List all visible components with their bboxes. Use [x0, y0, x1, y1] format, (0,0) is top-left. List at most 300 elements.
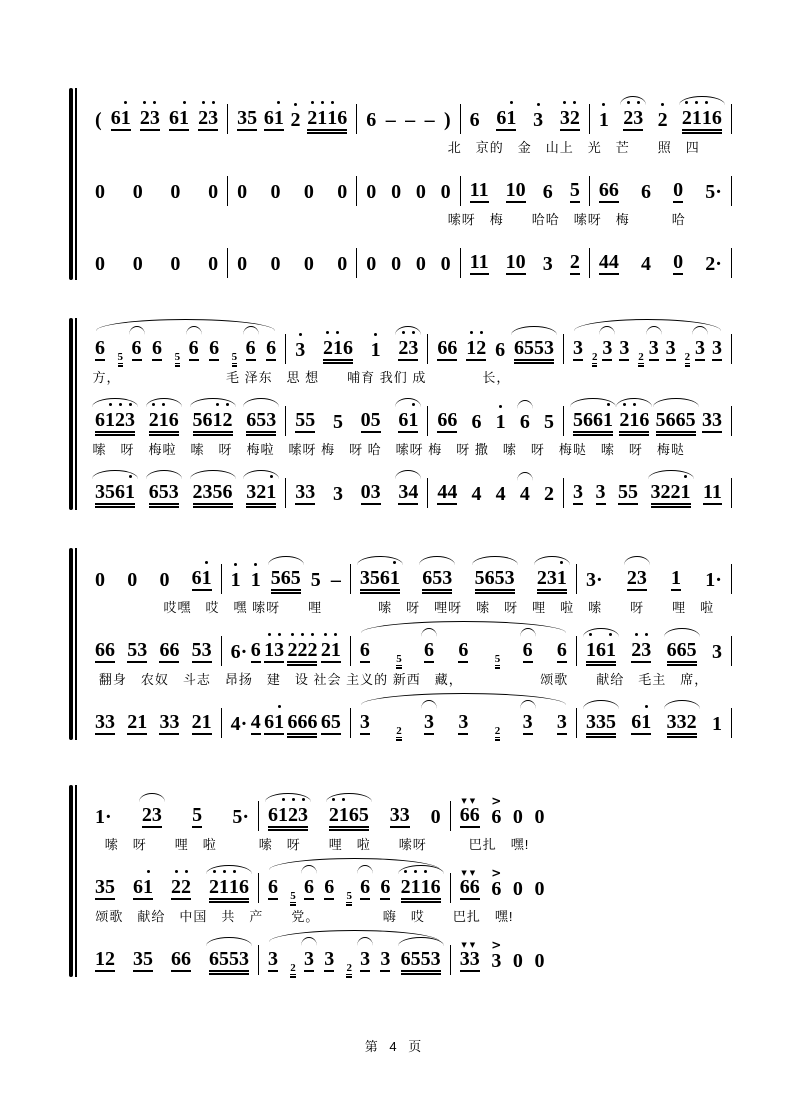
measure [461, 104, 590, 134]
measure [428, 334, 564, 364]
note-token: 4· [230, 713, 248, 735]
note-token: 0 [208, 253, 219, 275]
note-token: 3 [332, 483, 343, 505]
note-token: 6553 [513, 337, 554, 359]
measure [86, 104, 228, 134]
note-token: 0 [512, 878, 523, 900]
measure [577, 708, 732, 738]
note-token: 33 [389, 804, 410, 826]
note-token: 3 [380, 948, 391, 970]
measure [351, 636, 577, 666]
grace-note: 2 [591, 351, 598, 363]
note-token: 3 [303, 948, 314, 970]
measure [428, 478, 564, 508]
note-token: 12 [95, 948, 115, 970]
note-token: 11 [469, 251, 489, 273]
note-token: 0 [337, 181, 348, 203]
note-token: 3 [711, 337, 722, 359]
note-token: 0 [534, 806, 545, 828]
note-token: 35 [95, 876, 115, 898]
measure [461, 176, 590, 206]
note-token: 216 [619, 409, 650, 431]
measure [222, 708, 351, 738]
measure [590, 176, 732, 206]
note-token: 22 [171, 876, 191, 898]
measure [86, 801, 259, 831]
note-token: 23 [198, 107, 219, 129]
staff-line-voice3 [86, 700, 732, 738]
note-token: 2116 [681, 107, 722, 129]
note-token: 12 [466, 337, 487, 359]
measure [86, 873, 259, 903]
lyrics-line: 嗦呀 梅 哈哈 嗦呀 梅 哈 [447, 212, 686, 227]
measure [564, 406, 732, 436]
note-token: 3 [711, 641, 722, 663]
note-token: 61 [631, 711, 652, 733]
note-token: 61 [264, 711, 285, 733]
note-token: 2165 [328, 804, 369, 826]
note-token: 23 [141, 804, 162, 826]
note-token: 4 [250, 711, 261, 733]
note-token: 0 [159, 569, 170, 591]
page-number: 第 4 页 [364, 1039, 426, 1054]
note-token: 0 [170, 181, 181, 203]
note-token: 3· [585, 569, 603, 591]
note-token: 0 [415, 181, 426, 203]
note-token: 66 [159, 639, 180, 661]
note-token: 5 [192, 804, 203, 826]
note-token: 0 [512, 950, 523, 972]
lyrics-line: 哎嘿 哎 嘿 嗦呀 哩 嗦 呀 哩呀 嗦 呀 哩 啦 嗦 呀 哩 啦 [163, 600, 715, 615]
note-token: 65 [320, 711, 341, 733]
note-token: 3 [595, 481, 606, 503]
grace-note: 5 [494, 653, 501, 665]
note-token: 1· [95, 806, 112, 828]
note-token: 6 [556, 639, 567, 661]
note-token: 61 [191, 567, 212, 589]
system-4 [64, 789, 732, 975]
note-token: 1 [598, 109, 609, 131]
measure [228, 104, 357, 134]
note-token: 4 [640, 253, 651, 275]
note-token: 2356 [192, 481, 233, 503]
note-token: 4 [471, 483, 482, 505]
note-token: 0 [127, 569, 138, 591]
note-token: 1 [495, 411, 506, 433]
note-token: 332 [666, 711, 697, 733]
system-bracket-icon [64, 785, 78, 977]
staff-line-voice2 [86, 628, 732, 666]
note-token: 6 [152, 337, 163, 359]
note-token: 5 [310, 569, 321, 591]
measure [590, 104, 732, 134]
note-token: 0 [534, 950, 545, 972]
note-token: 21 [320, 639, 341, 661]
note-token: 5661 [573, 409, 614, 431]
system-2 [64, 322, 732, 508]
note-token: 6 [522, 639, 533, 661]
note-token: 5653 [474, 567, 515, 589]
note-token: 3 [360, 948, 371, 970]
note-token: 0 [95, 181, 105, 203]
measure [259, 945, 451, 975]
note-token: 33 [295, 481, 316, 503]
grace-note: 5 [174, 351, 181, 363]
note-token: 0 [430, 806, 441, 828]
lyrics-line: 颂歌 献给 中国 共 产 党。 嗨 哎 巴扎 嘿! [95, 909, 514, 924]
note-token: 4 [495, 483, 506, 505]
measure [86, 636, 222, 666]
note-token: 5· [705, 181, 722, 203]
note-token: 6 [424, 639, 435, 661]
note-token: 11 [703, 481, 722, 503]
note-token: 1 [370, 339, 381, 361]
note-token: 2 [569, 251, 580, 273]
note-token: 1· [705, 569, 722, 591]
measure [577, 564, 732, 594]
measure [86, 478, 286, 508]
note-token: > 3 [491, 950, 501, 972]
note-token: 2116 [209, 876, 249, 898]
note-token: 66 [598, 179, 619, 201]
measure [286, 478, 428, 508]
note-token: 0 [132, 253, 143, 275]
note-token: 2 [290, 109, 301, 131]
system-bracket-icon [64, 548, 78, 740]
note-token: 55 [618, 481, 639, 503]
note-token: 61 [133, 876, 153, 898]
measure [86, 708, 222, 738]
measure [286, 334, 428, 364]
note-token: 03 [360, 481, 381, 503]
staff-line-melody [86, 96, 732, 134]
note-token: 66 [171, 948, 191, 970]
note-token: 0 [440, 253, 451, 275]
staff-line-voice2 [86, 168, 732, 206]
note-token: 61 [263, 107, 284, 129]
grace-note: 5 [290, 890, 296, 902]
note-token: 3 [533, 109, 544, 131]
note-token: 0 [391, 181, 402, 203]
note-token: 0 [391, 253, 402, 275]
note-token: 33 [95, 711, 115, 733]
note-token: 6 [131, 337, 142, 359]
note-token: 653 [246, 409, 277, 431]
note-token: 3221 [650, 481, 691, 503]
note-token: 11 [469, 179, 489, 201]
note-token: 66 [437, 337, 458, 359]
note-token: 3 [556, 711, 567, 733]
measure [357, 248, 460, 278]
measure [451, 801, 554, 831]
note-token: 2 [657, 109, 668, 131]
note-token: 13 [264, 639, 285, 661]
note-token: 161 [585, 639, 616, 661]
note-token: ▼▼ 33 [460, 948, 480, 972]
note-token: 35 [237, 107, 258, 129]
note-token: 6 [519, 411, 530, 433]
grace-note: 2 [396, 725, 402, 737]
note-token: 3 [359, 711, 370, 733]
note-token: 3 [424, 711, 435, 733]
staff-line-melody [86, 793, 554, 831]
note-token: 3 [573, 337, 584, 359]
grace-note: 5 [346, 890, 352, 902]
note-token: 55 [295, 409, 316, 431]
note-token: 0 [270, 253, 281, 275]
note-token: – [405, 109, 416, 131]
note-token: ) [443, 109, 451, 131]
measure [228, 248, 357, 278]
measure [86, 564, 222, 594]
note-token: 3 [573, 481, 584, 503]
note-token: 5 [543, 411, 554, 433]
measure [228, 176, 357, 206]
note-token: 3 [268, 948, 278, 970]
note-token: 21 [191, 711, 212, 733]
measure [451, 945, 554, 975]
note-token: 23 [623, 107, 644, 129]
note-token: 0 [208, 181, 219, 203]
note-token: 321 [246, 481, 277, 503]
measure [259, 873, 451, 903]
note-token: 6553 [400, 948, 441, 970]
note-token: 1 [671, 567, 682, 589]
note-token: 0 [95, 253, 105, 275]
note-token: > 6 [491, 878, 501, 900]
note-token: 216 [322, 337, 353, 359]
note-token: 0 [366, 253, 377, 275]
note-token: – [330, 569, 341, 591]
note-token: – [385, 109, 396, 131]
note-token: 666 [287, 711, 318, 733]
note-token: 3 [458, 711, 469, 733]
system-3 [64, 552, 732, 738]
note-token: 0 [366, 181, 377, 203]
note-token: 6 [250, 639, 261, 661]
lyrics-line: 方， 毛 泽东 思 想 哺育 我们 成 长， [92, 370, 511, 385]
measure [577, 636, 732, 666]
lyrics-line: 北 京的 金 山上 光 芒 照 四 [447, 140, 700, 155]
note-token: 0 [673, 251, 684, 273]
note-token: 66 [95, 639, 115, 661]
note-token: 6 [542, 181, 553, 203]
measure [86, 248, 228, 278]
grace-note: 2 [290, 962, 296, 974]
note-token: 05 [360, 409, 381, 431]
system-bracket-icon [64, 318, 78, 510]
staff-line-melody [86, 326, 732, 364]
note-token: 653 [148, 481, 179, 503]
measure [222, 564, 351, 594]
grace-note: 2 [684, 351, 691, 363]
note-token: 6 [95, 337, 105, 359]
note-token: 21 [127, 711, 148, 733]
note-token: 0 [303, 253, 314, 275]
system-bracket-icon [64, 88, 78, 280]
system-1 [64, 92, 732, 278]
measure [351, 708, 577, 738]
measure [86, 176, 228, 206]
note-token: 61 [169, 107, 189, 129]
note-token: 44 [437, 481, 458, 503]
grace-note: 5 [396, 653, 402, 665]
note-token: 44 [598, 251, 619, 273]
note-token: 231 [536, 567, 567, 589]
note-token: 6 [209, 337, 220, 359]
note-token: 6 [380, 876, 391, 898]
grace-note: 2 [346, 962, 352, 974]
note-token: 61 [398, 409, 419, 431]
note-token: 6 [359, 639, 370, 661]
note-token: 61 [496, 107, 517, 129]
note-token: 0 [132, 181, 143, 203]
note-token: 53 [127, 639, 148, 661]
note-token: 6· [230, 641, 248, 663]
note-token: 3 [295, 339, 306, 361]
note-token: 32 [559, 107, 580, 129]
note-token: 3 [522, 711, 533, 733]
lyrics-line: 翻身 农奴 斗志 昂扬 建 设 社会 主义的 新西 藏， 颂歌 献给 毛主 席， [98, 672, 709, 687]
note-token: 1 [230, 569, 241, 591]
note-token: ▼▼ 66 [460, 804, 480, 828]
note-token: 23 [626, 567, 647, 589]
note-token: 2 [543, 483, 554, 505]
measure [86, 945, 259, 975]
note-token: 0 [673, 179, 684, 201]
note-token: 33 [159, 711, 180, 733]
note-token: 0 [440, 181, 451, 203]
note-token: 0 [415, 253, 426, 275]
note-token: 0 [303, 181, 314, 203]
note-token: 10 [505, 179, 526, 201]
measure [86, 406, 286, 436]
measure [590, 248, 732, 278]
measure [222, 636, 351, 666]
note-token: 23 [139, 107, 160, 129]
measure [461, 248, 590, 278]
note-token: 6 [640, 181, 651, 203]
measure [564, 334, 732, 364]
staff-line-voice3 [86, 240, 732, 278]
lyrics-line: 嗦 呀 梅啦 嗦 呀 梅啦 嗦呀 梅 呀 哈 嗦呀 梅 呀 撒 嗦 呀 梅哒 嗦 呀 梅哒 [92, 442, 685, 457]
note-token: 0 [237, 253, 248, 275]
staff-line-voice2 [86, 865, 554, 903]
note-token: 6 [469, 109, 480, 131]
note-token: 0 [534, 878, 545, 900]
note-token: 3 [602, 337, 613, 359]
note-token: 10 [505, 251, 526, 273]
note-token: 3561 [359, 567, 400, 589]
note-token: 3 [648, 337, 659, 359]
staff-line-voice3 [86, 937, 554, 975]
note-token: 565 [270, 567, 301, 589]
note-token: 0 [170, 253, 181, 275]
note-token: 6 [360, 876, 371, 898]
note-token: 6 [495, 339, 506, 361]
note-token: 0 [270, 181, 281, 203]
note-token: ( [95, 109, 102, 131]
note-token: 33 [701, 409, 722, 431]
note-token: 0 [337, 253, 348, 275]
note-token: 5665 [655, 409, 696, 431]
note-token: 61 [110, 107, 131, 129]
note-token: 2116 [400, 876, 441, 898]
note-token: 6 [268, 876, 278, 898]
note-token: 335 [585, 711, 616, 733]
note-token: 6 [366, 109, 377, 131]
note-token: 5 [569, 179, 580, 201]
note-token: 6123 [268, 804, 308, 826]
measure [357, 176, 460, 206]
note-token: 2116 [307, 107, 348, 129]
note-token: 53 [191, 639, 212, 661]
grace-note: 5 [231, 351, 238, 363]
note-token: 6123 [95, 409, 135, 431]
note-token: 6 [303, 876, 314, 898]
note-token: 2· [705, 253, 722, 275]
measure [86, 334, 286, 364]
note-token: 6 [458, 639, 469, 661]
measure [286, 406, 428, 436]
note-token: 0 [95, 569, 105, 591]
note-token: > 6 [491, 806, 501, 828]
note-token: 3 [695, 337, 706, 359]
note-token: 653 [422, 567, 453, 589]
note-token: 66 [437, 409, 458, 431]
note-token: 1 [250, 569, 261, 591]
grace-note: 2 [638, 351, 644, 363]
note-token: 6 [324, 876, 335, 898]
measure [357, 104, 460, 134]
note-token: 3 [665, 337, 676, 359]
note-token: 1 [711, 713, 722, 735]
note-token: 3 [619, 337, 630, 359]
note-token: 34 [398, 481, 419, 503]
note-token: 216 [148, 409, 179, 431]
note-token: 0 [237, 181, 248, 203]
note-token: 222 [287, 639, 318, 661]
note-token: 6 [266, 337, 277, 359]
staff-line-voice2 [86, 398, 732, 436]
note-token: – [424, 109, 435, 131]
note-token: 3 [324, 948, 335, 970]
measure [351, 564, 577, 594]
measure [564, 478, 732, 508]
note-token: 6 [471, 411, 482, 433]
note-token: 5· [232, 806, 249, 828]
note-token: 4 [519, 483, 530, 505]
measure [259, 801, 451, 831]
note-token: ▼▼ 66 [460, 876, 480, 900]
measure [428, 406, 564, 436]
note-token: 0 [512, 806, 523, 828]
note-token: 6 [188, 337, 199, 359]
note-token: 3 [542, 253, 553, 275]
note-token: 23 [398, 337, 419, 359]
staff-line-melody [86, 556, 732, 594]
note-token: 3561 [95, 481, 135, 503]
note-token: 5612 [192, 409, 233, 431]
staff-line-voice3 [86, 470, 732, 508]
grace-note: 5 [117, 351, 124, 363]
note-token: 35 [133, 948, 153, 970]
note-token: 6 [245, 337, 256, 359]
lyrics-line: 嗦 呀 哩 啦 嗦 呀 哩 啦 嗦呀 巴扎 嘿! [104, 837, 530, 852]
note-token: 665 [666, 639, 697, 661]
note-token: 23 [631, 639, 652, 661]
note-token: 6553 [209, 948, 249, 970]
